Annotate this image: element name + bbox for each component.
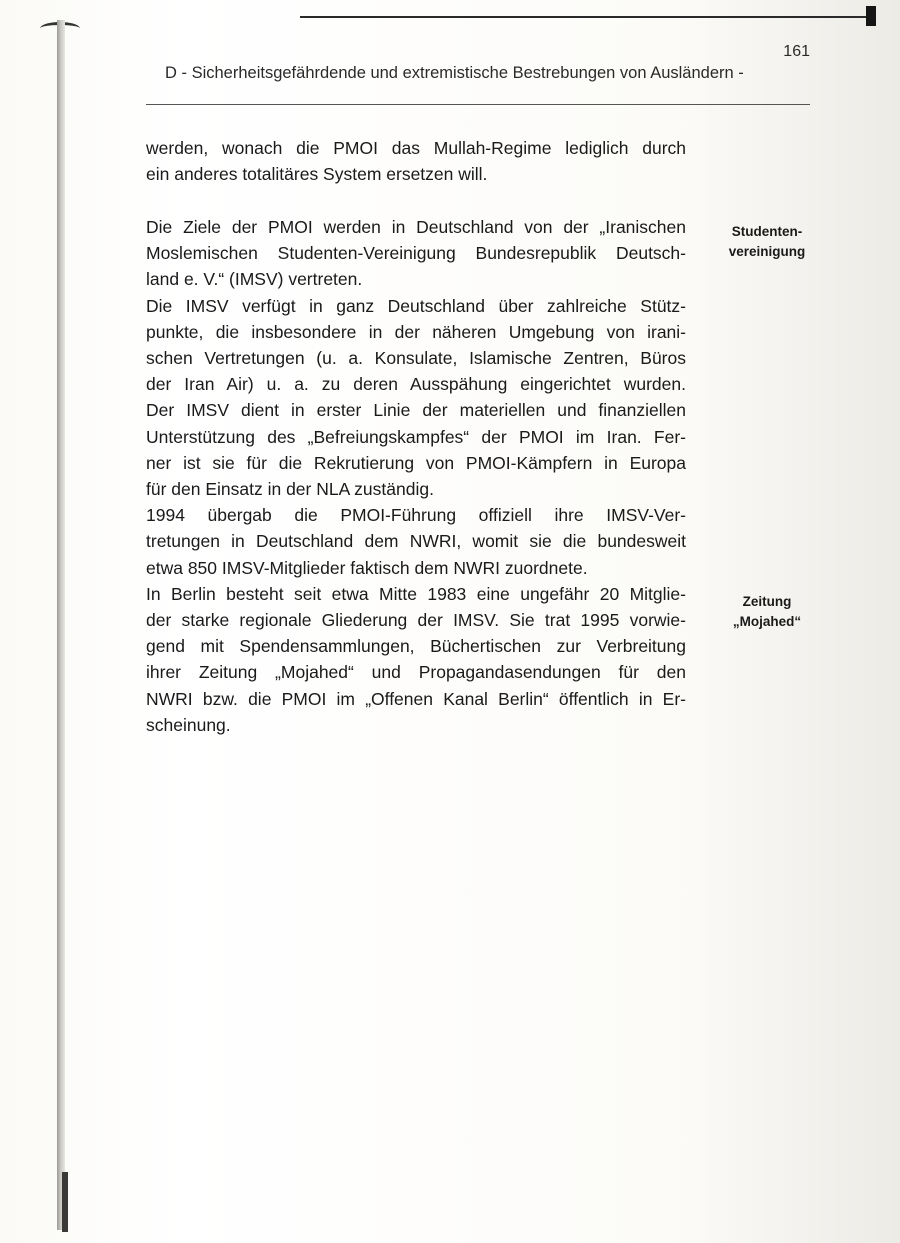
text-line: schen Vertretungen (u. a. Konsulate, Islamische Zentren, Büros — [146, 348, 686, 369]
margin-note-zeitung-mojahed — [712, 592, 822, 632]
main-paragraph — [146, 214, 686, 738]
text-line: 1994 übergab die PMOI-Führung offiziell ihre IMSV-Ver- — [146, 505, 686, 526]
text-line: etwa 850 IMSV-Mitglieder faktisch dem NWRI zuordnete. — [146, 557, 588, 578]
margin-note-line: Zeitung — [742, 594, 792, 609]
text-line: ein anderes totalitäres System ersetzen will. — [146, 164, 488, 185]
text-line: Die IMSV verfügt in ganz Deutschland über zahlreiche Stütz- — [146, 295, 686, 316]
spine-bottom-shadow — [62, 1172, 68, 1232]
text-line: land e. V.“ (IMSV) vertreten. — [146, 269, 363, 290]
header-divider — [146, 104, 810, 105]
margin-note-line: Studenten- — [731, 224, 803, 239]
text-line: ihrer Zeitung „Mojahed“ und Propagandasendungen für den — [146, 662, 686, 683]
book-spine-shadow — [57, 20, 65, 1230]
text-line: Die Ziele der PMOI werden in Deutschland von der „Iranischen — [146, 217, 686, 237]
text-line: Unterstützung des „Befreiungskampfes“ der PMOI im Iran. Fer- — [146, 426, 686, 447]
scan-top-edge — [300, 16, 872, 18]
text-line: tretungen in Deutschland dem NWRI, womit sie die bundesweit — [146, 531, 686, 552]
running-header: D - Sicherheitsgefährdende und extremistische Bestrebungen von Ausländern - — [165, 64, 744, 82]
margin-note-line: vereinigung — [728, 244, 806, 259]
margin-note-line: „Mojahed“ — [732, 614, 802, 629]
text-line: scheinung. — [146, 714, 231, 735]
text-line: In Berlin besteht seit etwa Mitte 1983 eine ungefähr 20 Mitglie- — [146, 583, 686, 604]
text-line: Moslemischen Studenten-Vereinigung Bundesrepublik Deutsch- — [146, 243, 686, 264]
text-line: für den Einsatz in der NLA zuständig. — [146, 479, 434, 500]
paragraph-continuation — [146, 135, 686, 187]
text-line: gend mit Spendensammlungen, Büchertischen zur Verbreitung — [146, 636, 686, 657]
text-line: ner ist sie für die Rekrutierung von PMOI-Kämpfern in Europa — [146, 452, 686, 473]
scan-corner-mark — [866, 6, 876, 26]
text-line: der starke regionale Gliederung der IMSV. Sie trat 1995 vorwie- — [146, 610, 686, 631]
text-line: der Iran Air) u. a. zu deren Ausspähung eingerichtet wurden. — [146, 374, 686, 395]
text-line: NWRI bzw. die PMOI im „Offenen Kanal Berlin“ öffentlich in Er- — [146, 688, 686, 709]
text-line: Der IMSV dient in erster Linie der materiellen und finanziellen — [146, 400, 686, 421]
text-line: punkte, die insbesondere in der näheren Umgebung von irani- — [146, 321, 686, 342]
page-number: 161 — [783, 43, 810, 60]
margin-note-studentenvereinigung — [712, 222, 822, 262]
text-line: werden, wonach die PMOI das Mullah-Regime lediglich durch — [146, 138, 686, 158]
